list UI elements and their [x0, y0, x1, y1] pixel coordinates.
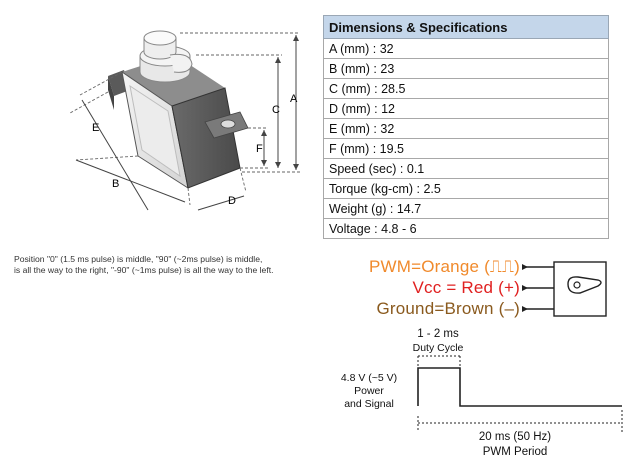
- dimension-label-a: A: [290, 93, 298, 105]
- pwm-timing-diagram: [320, 320, 640, 470]
- spec-cell: Speed (sec) : 0.1: [324, 159, 609, 179]
- spec-cell: F (mm) : 19.5: [324, 139, 609, 159]
- dimension-label-d: D: [228, 195, 236, 207]
- spec-row: [324, 39, 609, 59]
- spec-cell: C (mm) : 28.5: [324, 79, 609, 99]
- ground-wire-label: Ground=Brown (–): [376, 299, 520, 318]
- spec-cell: Torque (kg-cm) : 2.5: [324, 179, 609, 199]
- pwm-wire-label: PWM=Orange (⎍⎍): [368, 257, 520, 276]
- spec-row: [324, 139, 609, 159]
- duty-cycle-label: Duty Cycle: [412, 342, 464, 354]
- spec-cell: E (mm) : 32: [324, 119, 609, 139]
- caption-line-1: Position "0" (1.5 ms pulse) is middle, "90" (~2ms pulse) is middle,: [14, 254, 263, 264]
- voltage-label-3: and Signal: [344, 398, 394, 410]
- wiring-legend: [330, 250, 630, 322]
- dimension-label-e: E: [92, 122, 100, 134]
- dimension-label-b: B: [112, 178, 120, 190]
- position-caption: [14, 254, 314, 276]
- spec-row: [324, 159, 609, 179]
- spec-cell: A (mm) : 32: [324, 39, 609, 59]
- spec-row: [324, 59, 609, 79]
- spec-row: [324, 79, 609, 99]
- servo-connector-icon: [520, 250, 630, 322]
- dimension-label-c: C: [272, 104, 280, 116]
- spec-table-title: Dimensions & Specifications: [324, 16, 609, 39]
- pwm-pulse-line: [418, 368, 622, 406]
- voltage-label-2: Power: [354, 385, 384, 397]
- spec-cell: Voltage : 4.8 - 6: [324, 219, 609, 239]
- spec-cell: D (mm) : 12: [324, 99, 609, 119]
- output-horn: [140, 31, 192, 82]
- spec-table: [323, 15, 609, 239]
- spec-row: [324, 99, 609, 119]
- duty-cycle-value: 1 - 2 ms: [417, 328, 459, 340]
- pwm-period-value: 20 ms (50 Hz): [478, 431, 552, 443]
- spec-row: [324, 179, 609, 199]
- pwm-period-label: PWM Period: [482, 446, 548, 458]
- spec-row: [324, 219, 609, 239]
- spec-row: [324, 119, 609, 139]
- dimension-label-f: F: [256, 143, 263, 155]
- caption-line-2: is all the way to the right, "-90" (~1ms pulse) is all the way to the left.: [14, 265, 274, 275]
- spec-cell: Weight (g) : 14.7: [324, 199, 609, 219]
- vcc-wire-label: Vcc = Red (+): [412, 278, 520, 297]
- voltage-label-1: 4.8 V (~5 V): [340, 372, 398, 384]
- spec-cell: B (mm) : 23: [324, 59, 609, 79]
- spec-row: [324, 199, 609, 219]
- servo-dimension-drawing: [0, 0, 320, 230]
